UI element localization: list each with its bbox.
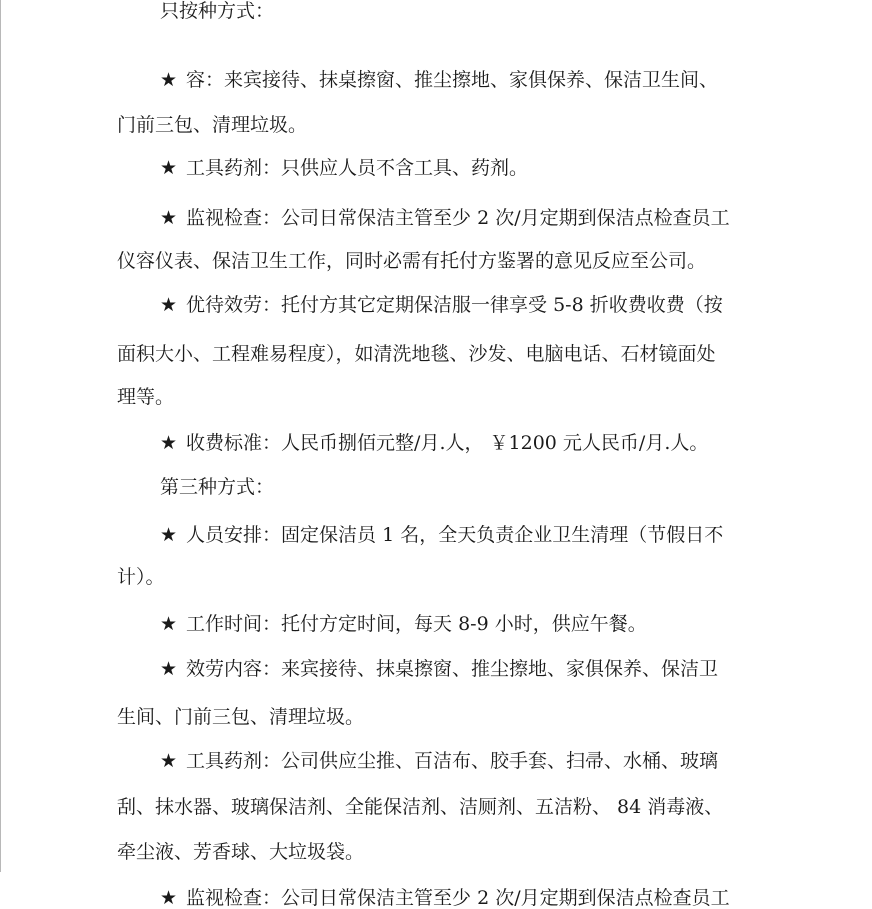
paragraph-continuation-line	[117, 343, 716, 365]
paragraph-line	[160, 476, 274, 498]
paragraph-line	[160, 613, 647, 635]
paragraph-text: 理等。	[117, 386, 175, 408]
star-bullet-icon: ★	[160, 157, 178, 179]
star-bullet-icon: ★	[160, 613, 178, 635]
paragraph-text: 工具药剂：只供应人员不含工具、药剂。	[186, 157, 529, 179]
paragraph-text: 面积大小、工程难易程度），如清洗地毯、沙发、电脑电话、石材镜面处	[117, 343, 716, 365]
paragraph-text: 仪容仪表、保洁卫生工作，同时必需有托付方鉴署的意见反应至公司。	[117, 250, 707, 272]
paragraph-text: 生间、门前三包、清理垃圾。	[117, 706, 365, 728]
paragraph-continuation-line	[117, 114, 307, 136]
paragraph-line	[160, 658, 718, 680]
paragraph-text: 牵尘液、芳香球、大垃圾袋。	[117, 841, 365, 863]
paragraph-line	[160, 207, 730, 229]
paragraph-line	[160, 887, 730, 909]
star-bullet-icon: ★	[160, 432, 178, 454]
star-bullet-icon: ★	[160, 207, 178, 229]
paragraph-text: 优待效劳：托付方其它定期保洁服一律享受 5-8 折收费收费（按	[186, 294, 723, 316]
paragraph-continuation-line	[117, 250, 706, 272]
star-bullet-icon: ★	[160, 294, 178, 316]
paragraph-text: 工具药剂：公司供应尘推、百洁布、胶手套、扫帚、水桶、玻璃	[186, 750, 719, 772]
paragraph-line	[160, 524, 723, 546]
page-left-border	[0, 0, 1, 872]
star-bullet-icon: ★	[160, 69, 178, 91]
star-bullet-icon: ★	[160, 658, 178, 680]
paragraph-text: 收费标准：人民币捌佰元整/月.人， ￥1200 元人民币/月.人。	[186, 432, 709, 454]
paragraph-text: 工作时间：托付方定时间，每天 8-9 小时，供应午餐。	[186, 613, 647, 635]
paragraph-text: 容：来宾接待、抹桌擦窗、推尘擦地、家俱保养、保洁卫生间、	[186, 69, 719, 91]
paragraph-continuation-line	[117, 386, 174, 408]
paragraph-line	[160, 0, 274, 22]
paragraph-text: 门前三包、清理垃圾。	[117, 114, 308, 136]
paragraph-line	[160, 432, 708, 454]
paragraph-text: 刮、抹水器、玻璃保洁剂、全能保洁剂、洁厕剂、五洁粉、 84 消毒液、	[117, 796, 724, 818]
paragraph-line	[160, 750, 718, 772]
star-bullet-icon: ★	[160, 887, 178, 909]
paragraph-continuation-line	[117, 566, 165, 588]
star-bullet-icon: ★	[160, 524, 178, 546]
paragraph-text: 监视检查：公司日常保洁主管至少 2 次/月定期到保洁点检查员工	[186, 887, 730, 909]
star-bullet-icon: ★	[160, 750, 178, 772]
paragraph-line	[160, 157, 528, 179]
paragraph-text: 人员安排：固定保洁员 1 名，全天负责企业卫生清理（节假日不	[186, 524, 724, 546]
paragraph-text: 效劳内容：来宾接待、抹桌擦窗、推尘擦地、家俱保养、保洁卫	[186, 658, 719, 680]
paragraph-continuation-line	[117, 706, 364, 728]
paragraph-text: 只按种方式：	[160, 0, 275, 22]
paragraph-continuation-line	[117, 796, 723, 818]
paragraph-line	[160, 294, 723, 316]
paragraph-text: 第三种方式：	[160, 476, 275, 498]
paragraph-continuation-line	[117, 841, 364, 863]
paragraph-line	[160, 69, 718, 91]
paragraph-text: 监视检查：公司日常保洁主管至少 2 次/月定期到保洁点检查员工	[186, 207, 730, 229]
paragraph-text: 计）。	[117, 566, 165, 588]
